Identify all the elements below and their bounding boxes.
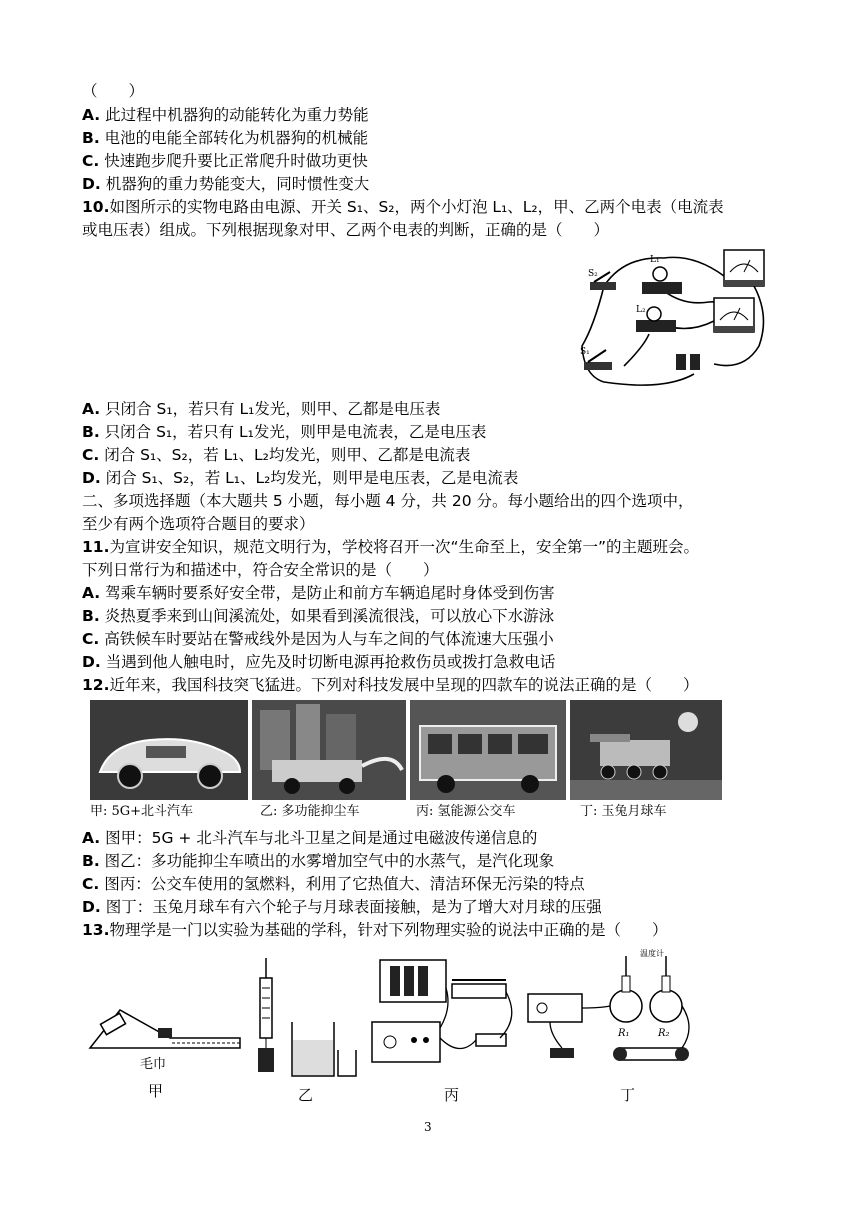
page-number: 3 — [424, 1120, 432, 1134]
label-bing: 丙 — [444, 1086, 460, 1104]
option-letter: D. — [82, 175, 101, 193]
q11-option-a — [82, 582, 555, 604]
question-text: 如图所示的实物电路由电源、开关 S₁、S₂，两个小灯泡 L₁、L₂，甲、乙两个电表（电流表 — [109, 198, 724, 216]
answer-blank: （ ） — [82, 82, 145, 100]
caption-yi: 乙: 多功能抑尘车 — [260, 804, 360, 819]
photo-5g-car — [90, 700, 248, 800]
incline-experiment — [90, 1010, 240, 1048]
battery — [676, 354, 700, 370]
caption-jia: 甲: 5G+北斗汽车 — [90, 804, 194, 819]
option-text: 只闭合 S₁，若只有 L₁发光，则甲、乙都是电压表 — [105, 400, 441, 418]
option-letter: B. — [82, 129, 100, 147]
option-letter: C. — [82, 446, 100, 464]
option-letter: C. — [82, 630, 100, 648]
q10-option-a — [82, 398, 440, 420]
option-letter: D. — [82, 469, 101, 487]
lamp-l2-label: L₂ — [636, 305, 646, 315]
photo-hydrogen-bus — [410, 700, 566, 800]
r2-label: R₂ — [658, 1028, 670, 1039]
q12-stem — [82, 674, 698, 696]
question-text: 近年来，我国科技突飞猛进。下列对科技发展中呈现的四款车的说法正确的是（ ） — [109, 676, 699, 694]
option-text: 图乙：多功能抑尘车喷出的水雾增加空气中的水蒸气，是汽化现象 — [104, 852, 555, 870]
q10-option-b — [82, 421, 486, 443]
thermometer-label: 温度计 — [640, 949, 664, 958]
option-text: 图丙：公交车使用的氢燃料，利用了它热值大、清洁环保无污染的特点 — [104, 875, 585, 893]
option-letter: B. — [82, 852, 100, 870]
question-number: 10. — [82, 198, 110, 216]
lamp-l1-label: L₁ — [650, 255, 660, 265]
q9-option-d — [82, 173, 369, 195]
photo-lunar-rover — [570, 700, 722, 800]
q10-option-c — [82, 444, 470, 466]
q11-stem-line2: 下列日常行为和描述中，符合安全常识的是（ ） — [82, 561, 439, 579]
r1-label: R₁ — [618, 1028, 630, 1039]
option-text: 驾乘车辆时要系好安全带，是防止和前方车辆追尾时身体受到伤害 — [105, 584, 555, 602]
q11-option-d — [82, 651, 555, 673]
option-letter: D. — [82, 653, 101, 671]
option-text: 当遇到他人触电时，应先及时切断电源再抢救伤员或拨打急救电话 — [105, 653, 556, 671]
q10-stem-line2: 或电压表）组成。下列根据现象对甲、乙两个电表的判断，正确的是（ ） — [82, 221, 610, 239]
label-ding: 丁 — [620, 1086, 636, 1104]
q10-circuit-figure — [574, 246, 770, 392]
option-text: 炎热夏季来到山间溪流处，如果看到溪流很浅，可以放心下水游泳 — [104, 607, 555, 625]
q11-option-c — [82, 628, 554, 650]
caption-ding: 丁: 玉兔月球车 — [580, 804, 667, 819]
photo-dust-truck — [252, 700, 406, 800]
q9-option-c — [82, 150, 368, 172]
option-letter: A. — [82, 400, 101, 418]
option-letter: C. — [82, 152, 100, 170]
section-heading-line2: 至少有两个选项符合题目的要求） — [82, 515, 315, 533]
q13-stem — [82, 919, 667, 941]
question-number: 13. — [82, 921, 110, 939]
spring-scale-experiment — [258, 958, 356, 1076]
q12-photo-strip — [90, 700, 722, 820]
option-text: 此过程中机器狗的动能转化为重力势能 — [105, 106, 369, 124]
option-letter: A. — [82, 106, 101, 124]
q9-option-a — [82, 104, 369, 126]
option-letter: A. — [82, 584, 101, 602]
lamp-l1 — [642, 267, 682, 294]
q10-stem-line1 — [82, 196, 724, 218]
switch-s1-label: S₁ — [580, 347, 590, 357]
option-letter: A. — [82, 829, 101, 847]
option-text: 机器狗的重力势能变大，同时惯性变大 — [105, 175, 370, 193]
meter-middle — [714, 298, 754, 332]
q12-option-b — [82, 850, 554, 872]
option-text: 闭合 S₁、S₂，若 L₁、L₂均发光，则甲、乙都是电流表 — [104, 446, 471, 464]
label-yi: 乙 — [298, 1086, 314, 1104]
joule-heating-experiment — [528, 956, 689, 1061]
option-text: 快速跑步爬升要比正常爬升时做功更快 — [104, 152, 368, 170]
label-jia: 甲 — [148, 1082, 164, 1100]
option-text: 只闭合 S₁，若只有 L₁发光，则甲是电流表，乙是电压表 — [104, 423, 487, 441]
option-text: 电池的电能全部转化为机器狗的机械能 — [104, 129, 369, 147]
towel-label: 毛巾 — [140, 1057, 167, 1072]
question-number: 11. — [82, 538, 110, 556]
option-letter: D. — [82, 898, 101, 916]
option-text: 高铁候车时要站在警戒线外是因为人与车之间的气体流速大压强小 — [104, 630, 554, 648]
question-text: 物理学是一门以实验为基础的学科，针对下列物理实验的说法中正确的是（ ） — [109, 921, 668, 939]
option-letter: B. — [82, 423, 100, 441]
circuit-wire — [582, 286, 694, 385]
q12-option-a — [82, 827, 537, 849]
electromagnet-experiment — [372, 960, 512, 1062]
option-letter: B. — [82, 607, 100, 625]
switch-s2-label: S₂ — [588, 269, 598, 279]
circuit-wire — [624, 334, 649, 366]
question-number: 12. — [82, 676, 110, 694]
caption-bing: 丙: 氢能源公交车 — [416, 804, 516, 819]
option-text: 图甲：5G + 北斗汽车与北斗卫星之间是通过电磁波传递信息的 — [105, 829, 538, 847]
q11-stem-line1 — [82, 536, 699, 558]
q13-experiment-figure — [80, 948, 700, 1110]
q12-option-c — [82, 873, 585, 895]
option-letter: C. — [82, 875, 100, 893]
section-heading-line1: 二、多项选择题（本大题共 5 小题，每小题 4 分，共 20 分。每小题给出的四个选项中， — [82, 492, 694, 510]
q10-option-d — [82, 467, 518, 489]
question-text: 为宣讲安全知识，规范文明行为，学校将召开一次“生命至上，安全第一”的主题班会。 — [109, 538, 700, 556]
q12-option-d — [82, 896, 602, 918]
q11-option-b — [82, 605, 554, 627]
meter-top — [724, 250, 764, 286]
option-text: 图丁：玉兔月球车有六个轮子与月球表面接触，是为了增大对月球的压强 — [105, 898, 602, 916]
option-text: 闭合 S₁、S₂，若 L₁、L₂均发光，则甲是电压表，乙是电流表 — [105, 469, 519, 487]
q9-option-b — [82, 127, 368, 149]
